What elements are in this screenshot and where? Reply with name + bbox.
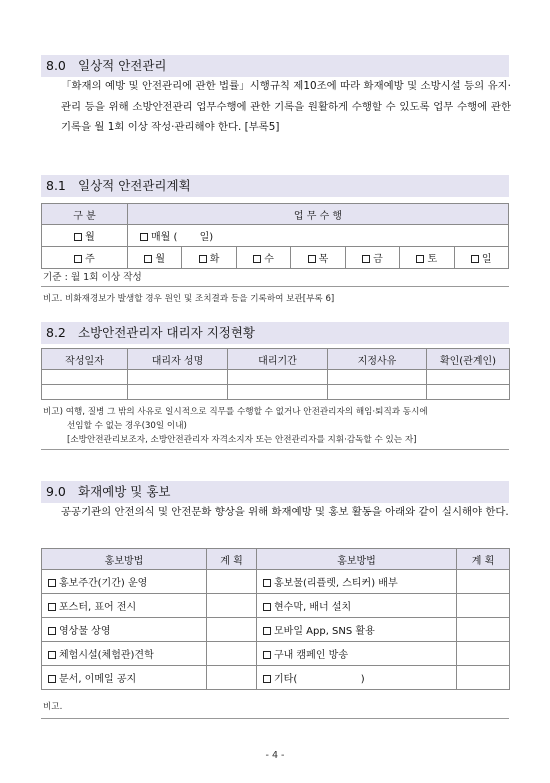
row-month-label[interactable]: 월 bbox=[42, 225, 128, 247]
promotion-table bbox=[41, 548, 510, 690]
plan-cell[interactable] bbox=[207, 618, 257, 642]
col-header: 계 획 bbox=[457, 549, 510, 570]
checkbox-icon[interactable] bbox=[48, 675, 56, 683]
promo-option[interactable]: 홍보물(리플렛, 스티커) 배부 bbox=[257, 570, 457, 594]
plan-cell[interactable] bbox=[457, 666, 510, 690]
checkbox-icon[interactable] bbox=[199, 255, 207, 263]
checkbox-icon[interactable] bbox=[144, 255, 152, 263]
section-title: 소방안전관리자 대리자 지정현황 bbox=[78, 325, 255, 340]
col-task-header: 업 무 수 행 bbox=[128, 204, 509, 225]
checkbox-icon[interactable] bbox=[263, 627, 271, 635]
col-header: 확인(관계인) bbox=[427, 349, 510, 370]
table-cell[interactable] bbox=[128, 370, 228, 385]
section-number: 8.1 bbox=[46, 178, 66, 193]
promo-option[interactable]: 구내 캠페인 방송 bbox=[257, 642, 457, 666]
divider bbox=[41, 718, 509, 719]
page-number: - 4 - bbox=[265, 750, 285, 761]
section-number: 8.0 bbox=[46, 58, 66, 73]
section-8-2-note-line1: 비고) 여행, 질병 그 밖의 사유로 일시적으로 직무를 수행할 수 없거나 안전관리자의 해임·퇴직과 동시에 bbox=[43, 407, 428, 417]
day-option[interactable]: 일 bbox=[454, 247, 508, 269]
checkbox-icon[interactable] bbox=[253, 255, 261, 263]
table-cell[interactable] bbox=[42, 370, 128, 385]
plan-cell[interactable] bbox=[207, 570, 257, 594]
checkbox-icon[interactable] bbox=[362, 255, 370, 263]
day-option[interactable]: 수 bbox=[236, 247, 290, 269]
section-8-1-header bbox=[41, 175, 509, 197]
col-header: 대리자 성명 bbox=[128, 349, 228, 370]
checkbox-icon[interactable] bbox=[471, 255, 479, 263]
table-cell[interactable] bbox=[128, 385, 228, 400]
section-8-2-note-line3: [소방안전관리보조자, 소방안전관리자 자격소지자 또는 안전관리자를 지휘·감독할 수 있는 자] bbox=[67, 435, 417, 445]
promo-option[interactable]: 문서, 이메일 공지 bbox=[42, 666, 207, 690]
col-header: 홍보방법 bbox=[42, 549, 207, 570]
col-header: 지정사유 bbox=[328, 349, 427, 370]
col-header: 계 획 bbox=[207, 549, 257, 570]
checkbox-icon[interactable] bbox=[263, 675, 271, 683]
section-number: 8.2 bbox=[46, 325, 66, 340]
deputy-table bbox=[41, 348, 510, 400]
monthly-option[interactable]: 매월 ( 일) bbox=[128, 225, 509, 247]
day-option[interactable]: 토 bbox=[400, 247, 454, 269]
checkbox-icon[interactable] bbox=[74, 233, 82, 241]
checkbox-icon[interactable] bbox=[263, 603, 271, 611]
section-8-1-note: 비고. 비화재경보가 발생할 경우 원인 및 조치결과 등을 기록하여 보관[부록 6] bbox=[43, 294, 335, 304]
promo-option[interactable]: 영상물 상영 bbox=[42, 618, 207, 642]
section-title: 일상적 안전관리계획 bbox=[78, 178, 191, 193]
promo-option[interactable]: 홍보주간(기간) 운영 bbox=[42, 570, 207, 594]
table-cell[interactable] bbox=[328, 385, 427, 400]
col-category-header: 구 분 bbox=[42, 204, 128, 225]
table-cell[interactable] bbox=[328, 370, 427, 385]
section-title: 일상적 안전관리 bbox=[78, 58, 167, 73]
table-cell[interactable] bbox=[427, 385, 510, 400]
day-option[interactable]: 월 bbox=[128, 247, 182, 269]
section-title: 화재예방 및 홍보 bbox=[78, 484, 171, 499]
checkbox-icon[interactable] bbox=[263, 579, 271, 587]
section-8-0-paragraph: 「화재의 예방 및 안전관리에 관한 법률」시행규칙 제10조에 따라 화재예방 및 소방시설 등의 유지·관리 등을 위해 소방안전관리 업무수행에 관한 기록을 원활하게 수행할 수 있도록 업무 수행에 관한 기록을 월 1회 이상 작성·관리해야 한다. [부록5] bbox=[61, 80, 511, 133]
promo-option[interactable]: 체험시설(체험관)견학 bbox=[42, 642, 207, 666]
section-9-0-note: 비고. bbox=[43, 702, 63, 712]
section-9-0-header bbox=[41, 481, 509, 503]
day-option[interactable]: 화 bbox=[182, 247, 236, 269]
checkbox-icon[interactable] bbox=[74, 255, 82, 263]
divider bbox=[41, 449, 509, 450]
section-9-0-paragraph: 공공기관의 안전의식 및 안전문화 향상을 위해 화재예방 및 홍보 활동을 아래와 같이 실시해야 한다. bbox=[61, 506, 509, 518]
checkbox-icon[interactable] bbox=[48, 579, 56, 587]
plan-cell[interactable] bbox=[207, 642, 257, 666]
plan-cell[interactable] bbox=[457, 570, 510, 594]
table-cell[interactable] bbox=[427, 370, 510, 385]
plan-cell[interactable] bbox=[457, 642, 510, 666]
daily-plan-table bbox=[41, 203, 509, 269]
table-cell[interactable] bbox=[228, 370, 328, 385]
plan-cell[interactable] bbox=[207, 594, 257, 618]
promo-option[interactable]: 현수막, 배너 설치 bbox=[257, 594, 457, 618]
checkbox-icon[interactable] bbox=[48, 627, 56, 635]
divider bbox=[41, 286, 509, 287]
plan-cell[interactable] bbox=[457, 618, 510, 642]
checkbox-icon[interactable] bbox=[48, 603, 56, 611]
section-8-2-note-line2: 선임할 수 없는 경우(30일 이내) bbox=[67, 421, 187, 431]
section-8-0-header bbox=[41, 55, 509, 77]
plan-cell[interactable] bbox=[457, 594, 510, 618]
row-week-label[interactable]: 주 bbox=[42, 247, 128, 269]
table-cell[interactable] bbox=[228, 385, 328, 400]
col-header: 대리기간 bbox=[228, 349, 328, 370]
section-8-2-header bbox=[41, 322, 509, 344]
section-number: 9.0 bbox=[46, 484, 66, 499]
checkbox-icon[interactable] bbox=[140, 233, 148, 241]
table-cell[interactable] bbox=[42, 385, 128, 400]
col-header: 홍보방법 bbox=[257, 549, 457, 570]
checkbox-icon[interactable] bbox=[48, 651, 56, 659]
day-option[interactable]: 목 bbox=[291, 247, 345, 269]
checkbox-icon[interactable] bbox=[308, 255, 316, 263]
col-header: 작성일자 bbox=[42, 349, 128, 370]
promo-option[interactable]: 기타( ) bbox=[257, 666, 457, 690]
standard-text: 기준 : 월 1회 이상 작성 bbox=[43, 272, 142, 283]
promo-option[interactable]: 모바일 App, SNS 활용 bbox=[257, 618, 457, 642]
promo-option[interactable]: 포스터, 표어 전시 bbox=[42, 594, 207, 618]
day-option[interactable]: 금 bbox=[345, 247, 399, 269]
checkbox-icon[interactable] bbox=[263, 651, 271, 659]
checkbox-icon[interactable] bbox=[416, 255, 424, 263]
plan-cell[interactable] bbox=[207, 666, 257, 690]
